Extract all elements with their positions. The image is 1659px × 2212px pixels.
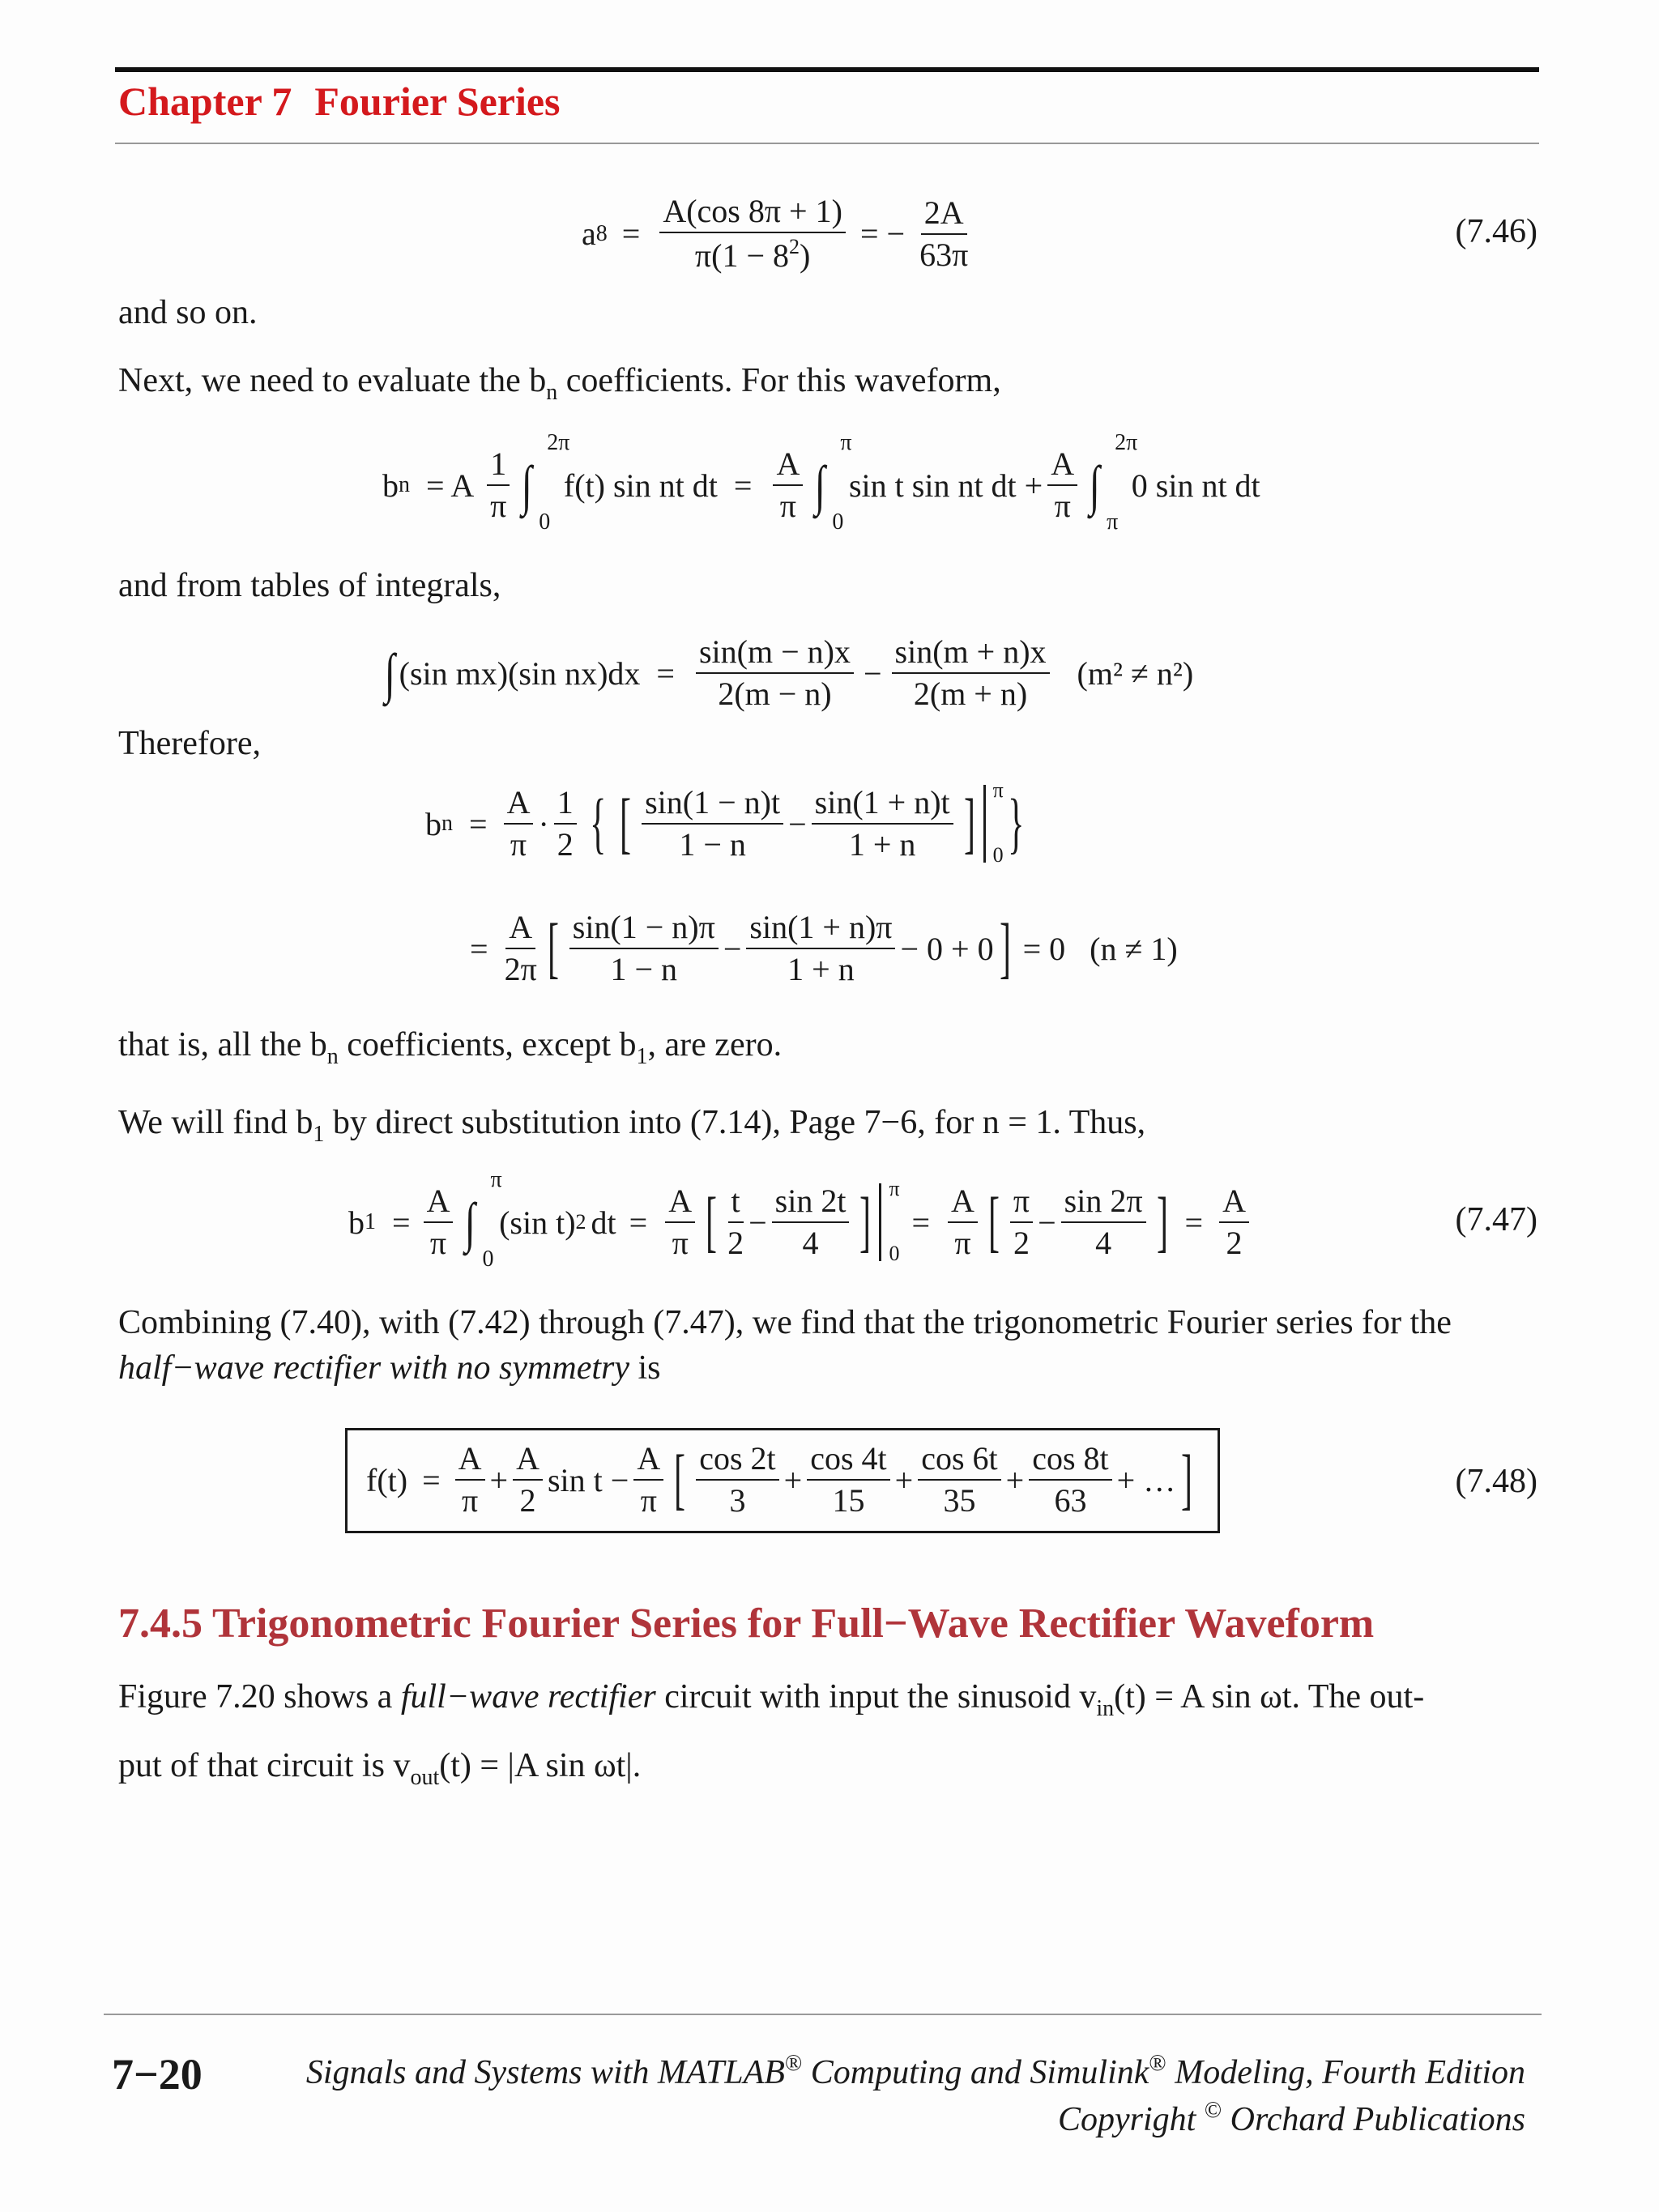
numerator: 1 bbox=[554, 784, 577, 825]
paragraph: and so on. bbox=[118, 294, 258, 331]
fraction bbox=[1010, 1183, 1033, 1262]
numerator: sin 2t bbox=[772, 1183, 850, 1223]
upper-limit: π bbox=[840, 430, 852, 455]
eq-sign: = bbox=[469, 805, 488, 842]
upper-limit: π bbox=[992, 778, 1004, 802]
denominator: 1 − n bbox=[610, 951, 678, 987]
math-symbol: b bbox=[619, 1026, 637, 1063]
eq-sub: 8 bbox=[595, 220, 608, 246]
equation-number: (7.48) bbox=[1455, 1463, 1537, 1500]
denominator: 2 bbox=[1013, 1225, 1030, 1261]
numerator: A bbox=[665, 1183, 695, 1223]
left-brace: { bbox=[589, 786, 607, 861]
numerator: sin 2π bbox=[1061, 1183, 1146, 1223]
denominator: 2 bbox=[727, 1225, 744, 1261]
condition: (n ≠ 1) bbox=[1090, 930, 1178, 967]
fraction bbox=[773, 445, 803, 525]
denominator: 63π bbox=[919, 236, 969, 273]
denominator: 2 bbox=[557, 826, 574, 863]
operator: − bbox=[788, 805, 807, 842]
text: . bbox=[632, 1747, 642, 1784]
eq-sign: = bbox=[392, 1204, 411, 1241]
math-symbol: b bbox=[309, 1026, 327, 1063]
left-bracket: [ bbox=[547, 910, 559, 986]
left-bracket: [ bbox=[674, 1442, 686, 1517]
numerator: A bbox=[504, 784, 534, 825]
denominator: π bbox=[510, 826, 527, 863]
left-bracket: [ bbox=[706, 1184, 718, 1259]
eq-sign: = bbox=[621, 215, 641, 252]
operator: + bbox=[1005, 1461, 1025, 1498]
eq-lhs: b bbox=[348, 1204, 365, 1241]
numerator: A bbox=[948, 1183, 978, 1223]
operator: − bbox=[723, 930, 742, 967]
right-bracket: ] bbox=[1156, 1184, 1168, 1259]
denominator: 4 bbox=[802, 1225, 819, 1261]
denominator: 15 bbox=[832, 1482, 865, 1519]
denominator: π bbox=[954, 1225, 971, 1261]
fraction bbox=[727, 1183, 744, 1262]
eq-sub: n bbox=[441, 811, 453, 836]
math-symbol: v bbox=[393, 1747, 411, 1784]
denominator: π bbox=[461, 1482, 479, 1519]
integrand: f(t) sin nt dt bbox=[563, 467, 718, 504]
fraction bbox=[505, 909, 537, 988]
equation-integral-table bbox=[381, 633, 1193, 713]
eq-sign: = − bbox=[859, 215, 906, 252]
eq-sign: = bbox=[422, 1461, 441, 1498]
denominator: π bbox=[779, 488, 796, 524]
eq-sub: n bbox=[399, 472, 410, 497]
math-sub: n bbox=[326, 1044, 339, 1069]
denominator: 2(m + n) bbox=[913, 676, 1028, 712]
math-sub: n bbox=[546, 380, 558, 405]
integrand: (sin mx)(sin nx)dx bbox=[399, 654, 641, 692]
numerator: 2A bbox=[921, 194, 967, 235]
expression: sin t − bbox=[547, 1461, 629, 1498]
denominator: 4 bbox=[1095, 1225, 1112, 1261]
text: Signals and Systems with MATLAB bbox=[305, 2054, 785, 2091]
text: We will find bbox=[118, 1104, 296, 1141]
lower-limit: 0 bbox=[889, 1242, 900, 1265]
left-bracket: [ bbox=[620, 786, 632, 861]
text: . The out- bbox=[1291, 1678, 1425, 1715]
numerator: A bbox=[773, 445, 803, 486]
text: by direct substitution into (7.14), Page 7−6, for bbox=[324, 1104, 983, 1141]
section-heading: 7.4.5 Trigonometric Fourier Series for Full−Wave Rectifier Waveform bbox=[118, 1600, 1375, 1647]
eq-lhs: b bbox=[425, 805, 441, 842]
ellipsis: + … bbox=[1116, 1461, 1176, 1498]
text: , are zero. bbox=[647, 1026, 783, 1063]
page-number: 7−20 bbox=[112, 2050, 203, 2099]
chapter-label: Chapter 7 bbox=[118, 79, 292, 124]
eq-sign: = bbox=[629, 1204, 648, 1241]
fraction bbox=[642, 784, 783, 863]
equation-bn-result bbox=[470, 909, 1178, 988]
text: coefficients, except bbox=[338, 1026, 620, 1063]
upper-limit: π bbox=[490, 1167, 502, 1192]
eq-sign: = bbox=[911, 1204, 930, 1241]
paragraph bbox=[118, 1022, 1544, 1080]
fraction bbox=[513, 1440, 543, 1519]
numerator: sin(1 + n)t bbox=[812, 784, 953, 825]
lower-limit: π bbox=[1107, 509, 1119, 535]
eq-lhs: b bbox=[382, 467, 399, 504]
denominator: π bbox=[640, 1482, 657, 1519]
paragraph bbox=[118, 1100, 1544, 1157]
denominator: 2π bbox=[504, 951, 537, 987]
fraction bbox=[812, 784, 953, 863]
integral-sign: ∫ bbox=[465, 1191, 476, 1253]
numerator: sin(1 − n)π bbox=[569, 909, 719, 949]
den-end: ) bbox=[800, 237, 811, 274]
fraction bbox=[504, 784, 534, 863]
numerator: π bbox=[1010, 1183, 1033, 1223]
fraction bbox=[1061, 1183, 1146, 1262]
operator: + bbox=[894, 1461, 914, 1498]
text: put of that circuit is bbox=[118, 1747, 394, 1784]
equation-bn bbox=[382, 430, 1260, 535]
denominator: 3 bbox=[729, 1482, 746, 1519]
eq-sign: = bbox=[1184, 1204, 1204, 1241]
operator: + bbox=[489, 1461, 509, 1498]
integral-sign: ∫ bbox=[815, 454, 826, 516]
result: = 0 bbox=[1022, 930, 1066, 967]
operator: + bbox=[783, 1461, 803, 1498]
evaluation-bar bbox=[879, 1177, 900, 1265]
integral bbox=[811, 430, 852, 535]
fraction bbox=[696, 633, 854, 713]
emphasis: half−wave rectifier with no symmetry bbox=[118, 1349, 630, 1387]
fraction bbox=[633, 1440, 663, 1519]
eq-sign: = A bbox=[426, 467, 475, 504]
copyright bbox=[1058, 2098, 1525, 2139]
numerator: t bbox=[728, 1183, 744, 1223]
text: is bbox=[629, 1349, 661, 1387]
integrand: sin t sin nt dt + bbox=[848, 467, 1043, 504]
operator: − bbox=[863, 654, 882, 692]
paragraph bbox=[118, 358, 1544, 416]
denominator: 1 − n bbox=[679, 826, 746, 863]
header-rule bbox=[115, 67, 1539, 72]
footer-rule bbox=[104, 2014, 1542, 2015]
den-sup: 2 bbox=[789, 235, 800, 258]
numerator: cos 8t bbox=[1029, 1440, 1111, 1481]
fraction bbox=[948, 1183, 978, 1262]
integrand: (sin t) bbox=[499, 1204, 576, 1241]
right-bracket: ] bbox=[999, 910, 1011, 986]
operator: − bbox=[748, 1204, 767, 1241]
integral-sign: ∫ bbox=[522, 454, 533, 516]
fraction bbox=[424, 1183, 454, 1262]
denominator: 35 bbox=[943, 1482, 976, 1519]
equation-7-47 bbox=[348, 1167, 1254, 1272]
integral-sign: ∫ bbox=[384, 642, 395, 704]
text: Figure 7.20 shows a bbox=[118, 1678, 401, 1715]
right-brace: } bbox=[1007, 786, 1024, 861]
fraction bbox=[919, 194, 968, 274]
condition: (m² ≠ n²) bbox=[1077, 654, 1194, 692]
numerator: A(cos 8π + 1) bbox=[659, 193, 846, 233]
equation-7-46 bbox=[582, 193, 973, 275]
equation-7-48 bbox=[366, 1440, 1198, 1519]
numerator: A bbox=[424, 1183, 454, 1223]
numerator: cos 4t bbox=[807, 1440, 889, 1481]
denominator bbox=[695, 233, 810, 275]
numerator: sin(m + n)x bbox=[892, 633, 1050, 674]
lower-limit: 0 bbox=[539, 509, 551, 535]
equation-bn-eval bbox=[425, 778, 1032, 867]
evaluation-bar bbox=[983, 778, 1004, 867]
numerator: A bbox=[455, 1440, 485, 1481]
integrand-end: dt bbox=[591, 1204, 616, 1241]
math-condition: n = 1 bbox=[982, 1104, 1053, 1141]
numerator: A bbox=[633, 1440, 663, 1481]
numerator: 1 bbox=[487, 445, 510, 486]
paragraph: Therefore, bbox=[118, 725, 262, 762]
math-expression: (t) = A sin ωt bbox=[1114, 1678, 1292, 1715]
text: Combining (7.40), with (7.42) through (7.47), we find that the trigonometric Fourier series for the bbox=[118, 1304, 1452, 1341]
upper-limit: π bbox=[889, 1177, 900, 1200]
eq-sign: = bbox=[470, 930, 488, 967]
denominator: 1 + n bbox=[787, 951, 855, 987]
math-symbol: b bbox=[296, 1104, 313, 1141]
equation-number: (7.46) bbox=[1455, 213, 1537, 250]
book-title bbox=[306, 2051, 1525, 2092]
fraction bbox=[696, 1440, 778, 1519]
numerator: A bbox=[513, 1440, 543, 1481]
fraction bbox=[746, 909, 895, 988]
fraction bbox=[665, 1183, 695, 1262]
emphasis: full−wave rectifier bbox=[400, 1678, 656, 1715]
chapter-heading bbox=[118, 78, 561, 125]
paragraph bbox=[118, 1669, 1544, 1806]
integral bbox=[461, 1167, 502, 1272]
integrand: 0 sin nt dt bbox=[1131, 467, 1260, 504]
lower-limit: 0 bbox=[832, 509, 844, 535]
text: Next, we need to evaluate the bbox=[118, 362, 530, 399]
numerator: A bbox=[1219, 1183, 1249, 1223]
text: Modeling, Fourth Edition bbox=[1166, 2054, 1525, 2091]
fraction bbox=[1029, 1440, 1111, 1519]
operator: · bbox=[538, 805, 549, 842]
den-text: π(1 − 8 bbox=[694, 237, 789, 274]
lower-limit: 0 bbox=[482, 1247, 494, 1272]
fraction bbox=[659, 193, 846, 275]
fraction bbox=[487, 445, 510, 525]
right-bracket: ] bbox=[859, 1184, 872, 1259]
eq-sub: 1 bbox=[365, 1209, 376, 1234]
math-expression: (t) = |A sin ωt| bbox=[439, 1747, 633, 1784]
text: coefficients. For this waveform, bbox=[557, 362, 1001, 399]
text: circuit with input the sinusoid bbox=[655, 1678, 1080, 1715]
text: . Thus, bbox=[1052, 1104, 1146, 1141]
operator: − bbox=[1038, 1204, 1056, 1241]
registered-mark: ® bbox=[784, 2051, 803, 2076]
denominator: 63 bbox=[1054, 1482, 1087, 1519]
numerator: sin(1 − n)t bbox=[642, 784, 783, 825]
expression: − 0 + 0 bbox=[900, 930, 994, 967]
registered-mark: ® bbox=[1149, 2051, 1166, 2076]
fraction bbox=[569, 909, 719, 988]
denominator: 2 bbox=[1226, 1225, 1243, 1261]
denominator: π bbox=[672, 1225, 689, 1261]
math-sub: in bbox=[1096, 1696, 1115, 1721]
math-symbol: v bbox=[1079, 1678, 1097, 1715]
paragraph bbox=[118, 1300, 1544, 1391]
denominator: π bbox=[490, 488, 507, 524]
denominator: 1 + n bbox=[848, 826, 916, 863]
denominator: 2(m − n) bbox=[718, 676, 832, 712]
numerator: cos 6t bbox=[918, 1440, 1000, 1481]
math-symbol: b bbox=[529, 362, 547, 399]
lower-limit: 0 bbox=[992, 843, 1004, 867]
integrand-sup: 2 bbox=[575, 1210, 586, 1234]
math-sub: 1 bbox=[313, 1122, 325, 1147]
eq-lhs: f(t) bbox=[366, 1461, 408, 1498]
fraction bbox=[892, 633, 1050, 713]
integral bbox=[518, 430, 570, 535]
fraction bbox=[1047, 445, 1077, 525]
denominator: 2 bbox=[519, 1482, 536, 1519]
left-bracket: [ bbox=[987, 1184, 1000, 1259]
denominator: π bbox=[429, 1225, 447, 1261]
upper-limit: 2π bbox=[1115, 430, 1138, 455]
eq-lhs: a bbox=[582, 215, 596, 252]
fraction bbox=[807, 1440, 889, 1519]
text: Orchard Publications bbox=[1222, 2101, 1525, 2138]
copyright-mark: © bbox=[1204, 2098, 1222, 2123]
denominator: π bbox=[1054, 488, 1071, 524]
paragraph: and from tables of integrals, bbox=[118, 567, 501, 604]
eq-sign: = bbox=[733, 467, 753, 504]
equation-number: (7.47) bbox=[1455, 1201, 1537, 1238]
integral-sign: ∫ bbox=[1089, 454, 1100, 516]
numerator: cos 2t bbox=[696, 1440, 778, 1481]
fraction bbox=[455, 1440, 485, 1519]
fraction bbox=[918, 1440, 1000, 1519]
numerator: A bbox=[505, 909, 535, 949]
numerator: sin(m − n)x bbox=[696, 633, 854, 674]
integral bbox=[1085, 430, 1138, 535]
numerator: A bbox=[1047, 445, 1077, 486]
upper-limit: 2π bbox=[547, 430, 570, 455]
text: Computing and Simulink bbox=[802, 2054, 1149, 2091]
right-bracket: ] bbox=[963, 786, 975, 861]
right-bracket: ] bbox=[1181, 1442, 1193, 1517]
eq-sign: = bbox=[656, 654, 675, 692]
chapter-title: Fourier Series bbox=[314, 79, 561, 124]
fraction bbox=[554, 784, 577, 863]
header-divider bbox=[115, 143, 1539, 144]
numerator: sin(1 + n)π bbox=[746, 909, 895, 949]
math-sub: out bbox=[410, 1765, 440, 1790]
fraction bbox=[772, 1183, 850, 1262]
text: Copyright bbox=[1058, 2101, 1205, 2138]
text: that is, all the bbox=[118, 1026, 310, 1063]
math-sub: 1 bbox=[636, 1044, 648, 1069]
fraction bbox=[1219, 1183, 1249, 1262]
